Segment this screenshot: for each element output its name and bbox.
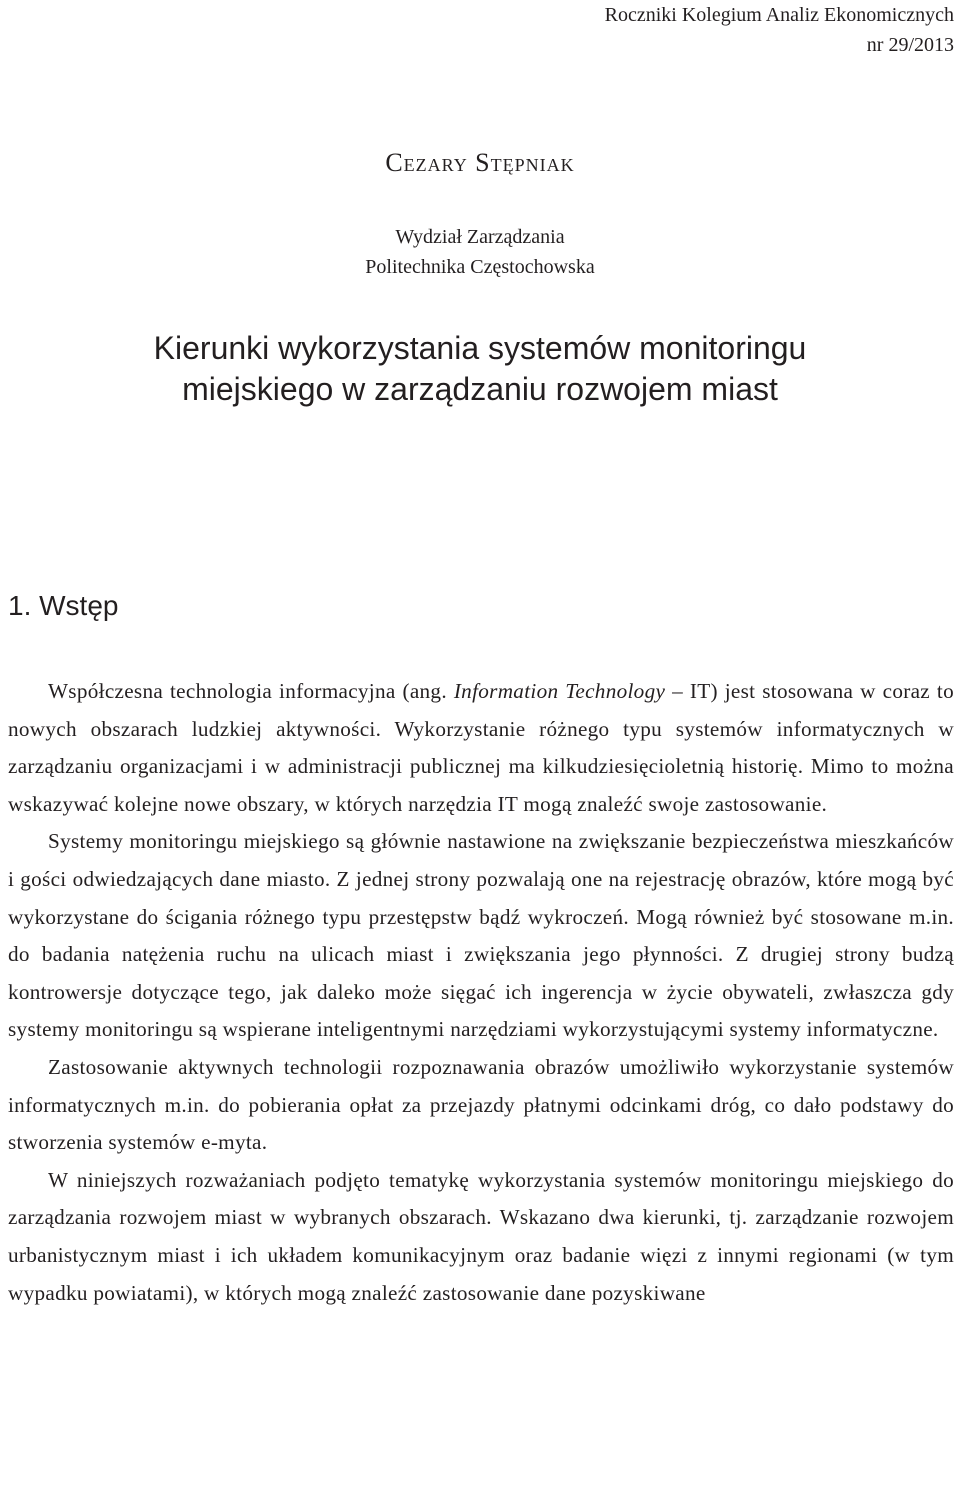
paragraph-1-emphasis: Information Technology (453, 679, 666, 703)
author-name: Cezary Stępniak (385, 148, 575, 177)
journal-issue: nr 29/2013 (866, 34, 954, 56)
paper-title (0, 328, 960, 410)
paragraph-3: Zastosowanie aktywnych technologii rozpoznawania obrazów umożliwiło wykorzystanie systemów informatycznych m.in. do pobierania opłat za przejazdy płatnymi odcinkami dróg, co dało podstawy do stworzenia systemów e-myta. (8, 1054, 954, 1155)
paragraph-4: W niniejszych rozważaniach podjęto tematykę wykorzystania systemów monitoringu miejskiego do zarządzania rozwojem miast w wybranych obszarach. Wskazano dwa kierunki, tj. zarządzanie rozwojem urbanistycznym miast i ich układem komunikacyjnym oraz badanie więzi z innymi regionami (w tym wypadku powiatami), w których mogą znaleźć zastosowanie dane pozyskiwane (8, 1167, 954, 1305)
journal-header (605, 0, 954, 60)
paper-title-line2: miejskiego w zarządzaniu rozwojem miast (182, 371, 778, 407)
section-heading: 1. Wstęp (8, 590, 119, 621)
paragraph-1 (8, 673, 954, 823)
paragraph-1-part-b: – IT) jest stosowana w coraz to nowych obszarach ludzkiej aktywności. Wykorzystanie różnego typu systemów informatycznych w zarządzaniu organizacjami i w administracji publicznej ma kilkudziesięcioletnią historię. Mimo to można wskazywać kolejne nowe obszary, w których narzędzia IT mogą znaleźć swoje zastosowanie. (8, 679, 954, 816)
paragraph-1-part-a: Współczesna technologia informacyjna (ang. (48, 679, 454, 703)
body-text (8, 673, 954, 1312)
journal-name: Roczniki Kolegium Analiz Ekonomicznych (604, 4, 954, 26)
affiliation-university: Politechnika Częstochowska (365, 256, 595, 278)
affiliation-faculty: Wydział Zarządzania (395, 226, 565, 248)
affiliation (0, 222, 960, 282)
paper-title-line1: Kierunki wykorzystania systemów monitoringu (153, 330, 807, 366)
paragraph-2: Systemy monitoringu miejskiego są głównie nastawione na zwiększanie bezpieczeństwa mieszkańców i gości odwiedzających dane miasto. Z jednej strony pozwalają one na rejestrację obrazów, które mogą być wykorzystane do ścigania różnego typu przestępstw bądź wykroczeń. Mogą również być stosowane m.in. do badania natężenia ruchu na ulicach miast i zwiększania jego płynności. Z drugiej strony budzą kontrowersje dotyczące tego, jak daleko może sięgać ich ingerencja w życie obywateli, zwłaszcza gdy systemy monitoringu są wspierane inteligentnymi narzędziami wykorzystującymi systemy informatyczne. (8, 829, 954, 1042)
